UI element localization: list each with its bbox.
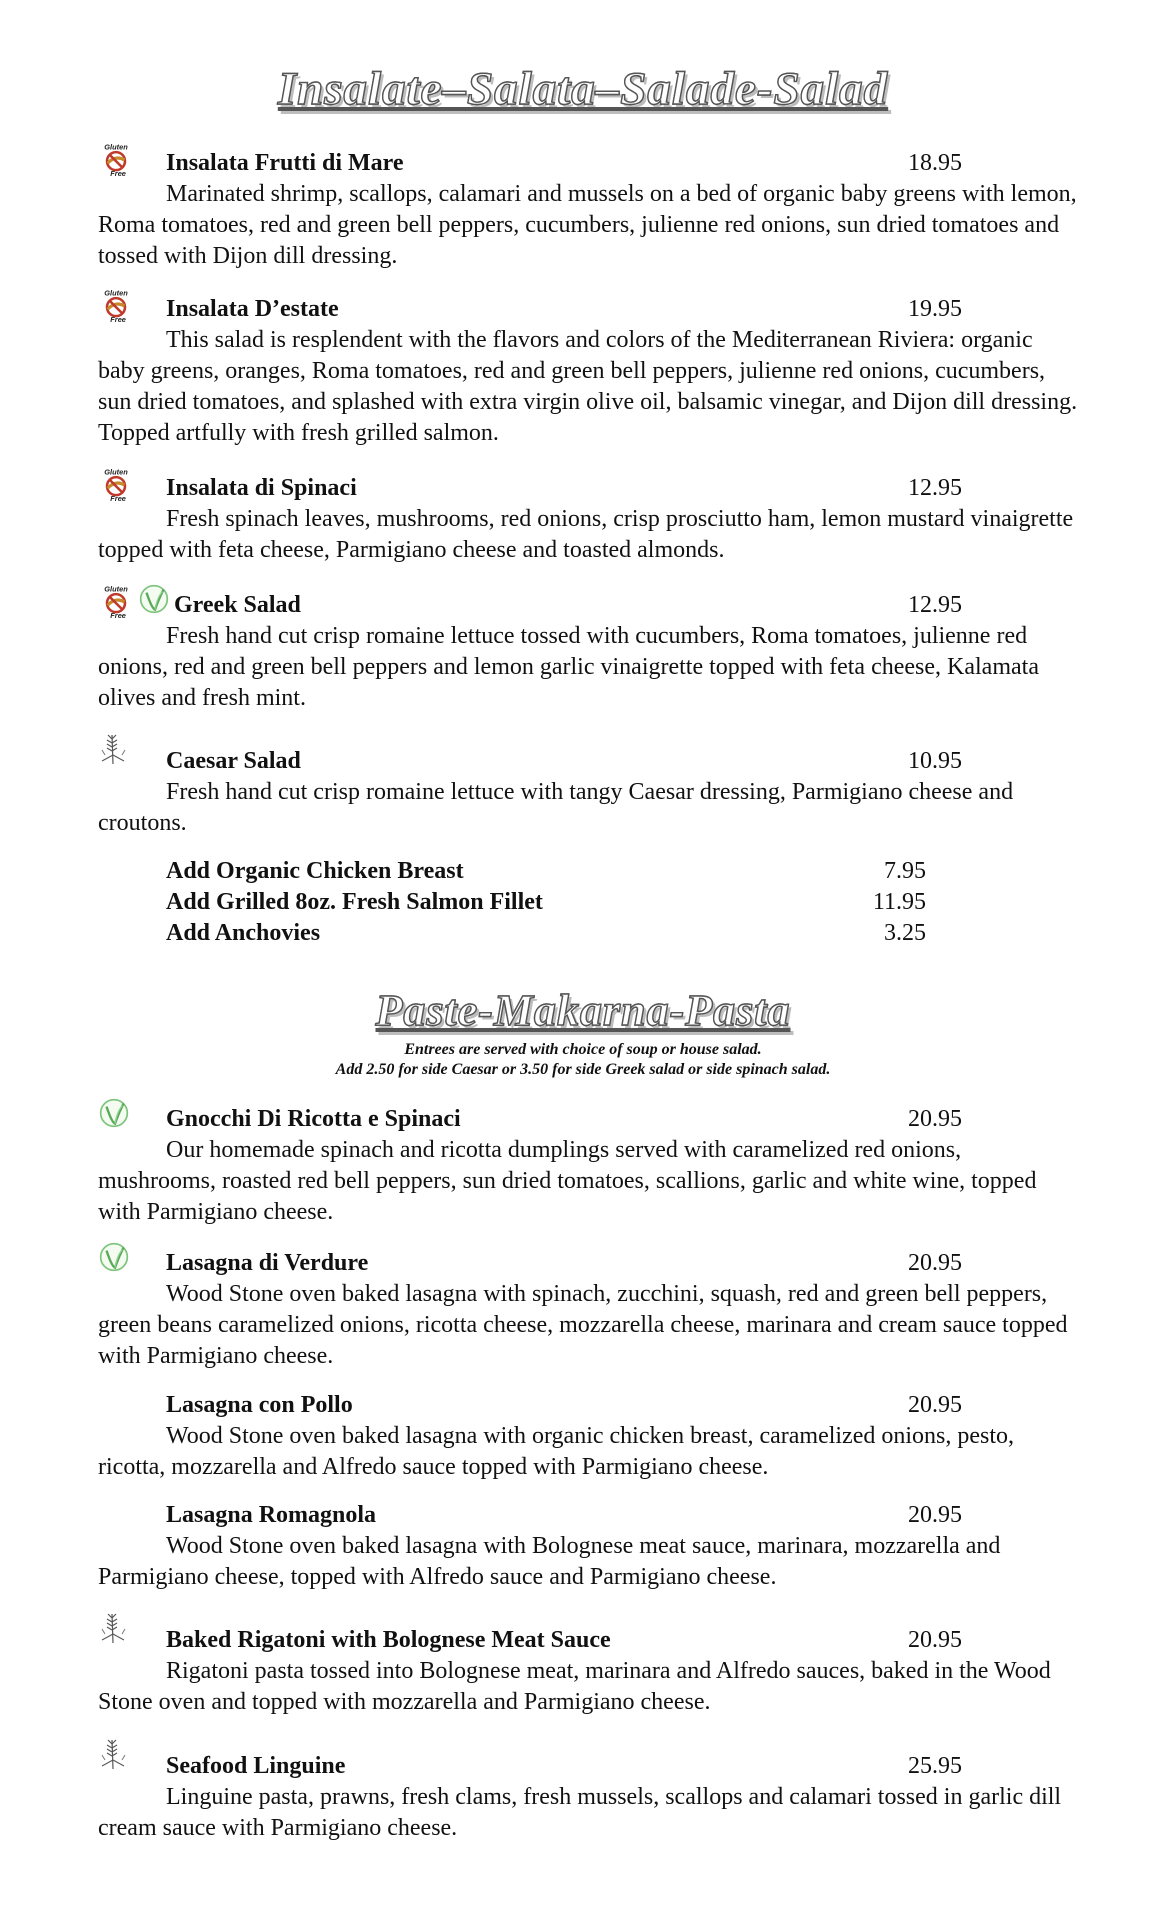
item-description: Rigatoni pasta tossed into Bolognese meat, marinara and Alfredo sauces, baked in the Wood Stone oven and topped with mozzarella and Parmigiano cheese.: [98, 1658, 1051, 1715]
item-name: Lasagna Romagnola: [166, 1502, 377, 1528]
menu-item: [98, 147, 1078, 272]
menu-item: [98, 1750, 1078, 1844]
wheat-icon: [98, 1736, 128, 1772]
item-price: 25.95: [908, 1753, 962, 1779]
item-name: Lasagna di Verdure: [166, 1250, 369, 1276]
item-price: 20.95: [908, 1392, 962, 1418]
item-description: Wood Stone oven baked lasagna with organic chicken breast, caramelized onions, pesto, ricotta, mozzarella and Alfredo sauce topped with Parmigiano cheese.: [98, 1423, 1015, 1480]
pasta-note-line2: Add 2.50 for side Caesar or 3.50 for side Greek salad or side spinach salad.: [335, 1061, 831, 1078]
item-name: Lasagna con Pollo: [166, 1392, 353, 1418]
item-description: Fresh hand cut crisp romaine lettuce tossed with cucumbers, Roma tomatoes, julienne red onions, red and green bell peppers and lemon garlic vinaigrette topped with feta cheese, Kalamata olives and fresh mint.: [98, 623, 1039, 711]
addon-row: [166, 887, 926, 918]
item-price: 18.95: [908, 150, 962, 176]
item-price: 20.95: [908, 1250, 962, 1276]
menu-item: [98, 293, 1078, 449]
menu-item: [98, 1624, 1078, 1718]
item-description: Fresh spinach leaves, mushrooms, red onions, crisp prosciutto ham, lemon mustard vinaigrette topped with feta cheese, Parmigiano cheese and toasted almonds.: [98, 506, 1074, 563]
menu-item: [98, 589, 1078, 714]
item-name: Insalata Frutti di Mare: [166, 150, 404, 176]
item-description: Fresh hand cut crisp romaine lettuce with tangy Caesar dressing, Parmigiano cheese and croutons.: [98, 779, 1014, 836]
vegetarian-icon: [98, 1097, 130, 1129]
item-price: 19.95: [908, 296, 962, 322]
menu-item: [98, 1247, 1078, 1372]
gluten-free-icon: [98, 141, 134, 177]
item-description: Marinated shrimp, scallops, calamari and mussels on a bed of organic baby greens with lemon, Roma tomatoes, red and green bell peppers, cucumbers, julienne red onions, sun dried tomatoes and tossed with Dijon dill dressing.: [98, 181, 1077, 269]
wheat-icon: [98, 1610, 128, 1646]
item-price: 20.95: [908, 1106, 962, 1132]
item-name: Baked Rigatoni with Bolognese Meat Sauce: [166, 1627, 611, 1653]
item-price: 10.95: [908, 748, 962, 774]
item-name: Seafood Linguine: [166, 1753, 346, 1779]
item-name: Insalata di Spinaci: [166, 475, 357, 501]
item-name: Insalata D’estate: [166, 296, 339, 322]
item-price: 12.95: [908, 592, 962, 618]
addon-name: Add Organic Chicken Breast: [166, 858, 464, 884]
vegetarian-icon: [138, 583, 170, 615]
item-name: Greek Salad: [174, 592, 301, 618]
item-price: 20.95: [908, 1627, 962, 1653]
menu-item: [98, 472, 1078, 566]
item-description: Our homemade spinach and ricotta dumplings served with caramelized red onions, mushrooms, roasted red bell peppers, sun dried tomatoes, scallions, garlic and white wine, topped with Parmigiano cheese.: [98, 1137, 1037, 1225]
menu-item: [98, 1389, 1078, 1483]
pasta-note-line1: Entrees are served with choice of soup or house salad.: [404, 1041, 762, 1058]
item-description: Wood Stone oven baked lasagna with spinach, zucchini, squash, red and green bell peppers, green beans caramelized onions, ricotta cheese, mozzarella cheese, marinara and cream sauce topped with Parmigiano cheese.: [98, 1281, 1068, 1369]
item-name: Caesar Salad: [166, 748, 301, 774]
item-price: 12.95: [908, 475, 962, 501]
addon-name: Add Grilled 8oz. Fresh Salmon Fillet: [166, 889, 543, 915]
item-description: Wood Stone oven baked lasagna with Bolognese meat sauce, marinara, mozzarella and Parmigiano cheese, topped with Alfredo sauce and Parmigiano cheese.: [98, 1533, 1001, 1590]
vegetarian-icon: [98, 1241, 130, 1273]
menu-item: [98, 745, 1078, 839]
addon-row: [166, 856, 926, 887]
menu-item: [98, 1499, 1078, 1593]
menu-item: [98, 1103, 1078, 1228]
item-price: 20.95: [908, 1502, 962, 1528]
addon-price: 7.95: [884, 858, 926, 884]
item-name: Gnocchi Di Ricotta e Spinaci: [166, 1106, 461, 1132]
salad-section-title: Insalate–Salata–Salade-Salad: [277, 63, 889, 115]
gluten-free-icon: [98, 466, 134, 502]
item-description: This salad is resplendent with the flavors and colors of the Mediterranean Riviera: organic baby greens, oranges, Roma tomatoes, red and green bell peppers, julienne red onions, cucumbers, sun dried tomatoes, and splashed with extra virgin olive oil, balsamic vinegar, and Dijon dill dressing. Topped artfully with fresh grilled salmon.: [98, 327, 1078, 446]
gluten-free-icon: [98, 583, 134, 619]
addon-name: Add Anchovies: [166, 920, 321, 946]
wheat-icon: [98, 731, 128, 767]
gluten-free-icon: [98, 287, 134, 323]
addon-row: [166, 918, 926, 949]
addon-price: 3.25: [884, 920, 926, 946]
addon-price: 11.95: [872, 889, 926, 915]
pasta-section-title: Paste-Makarna-Pasta: [375, 986, 791, 1035]
item-description: Linguine pasta, prawns, fresh clams, fresh mussels, scallops and calamari tossed in garlic dill cream sauce with Parmigiano cheese.: [98, 1784, 1062, 1841]
